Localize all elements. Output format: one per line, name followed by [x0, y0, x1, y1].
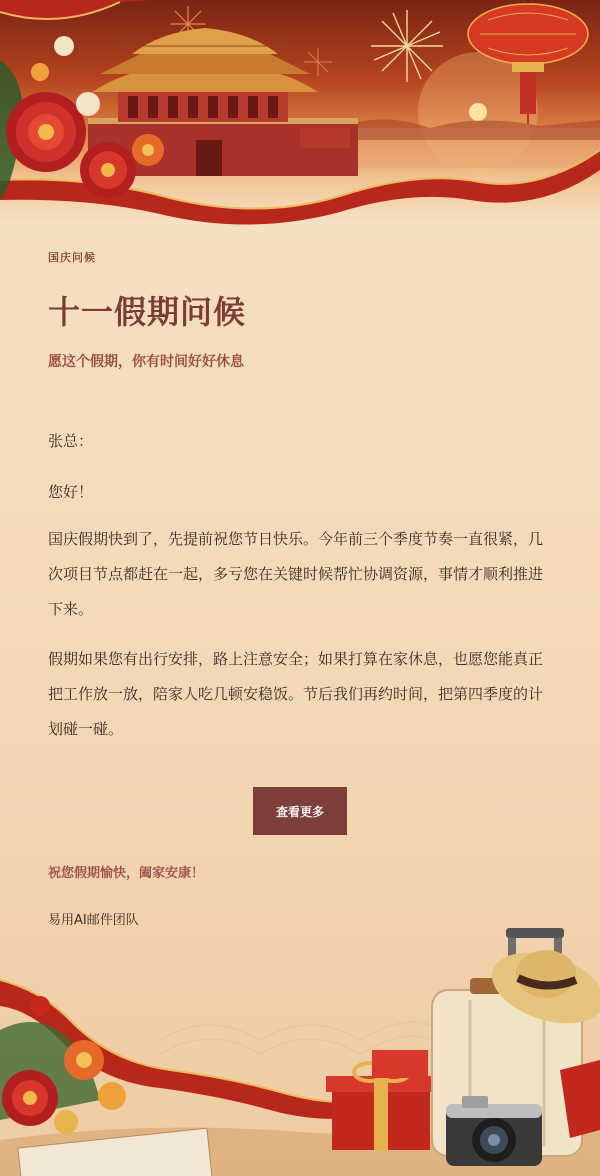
hello-line: 您好！: [48, 483, 94, 501]
signature: 易用AI邮件团队: [48, 913, 139, 928]
subtitle: 愿这个假期，你有时间好好休息: [48, 354, 244, 370]
salutation: 张总：: [48, 432, 94, 450]
view-more-button[interactable]: 查看更多: [253, 787, 347, 835]
page-title: 十一假期问候: [48, 293, 247, 331]
kicker-label: 国庆问候: [48, 251, 96, 264]
header-banner: [0, 0, 600, 225]
body-paragraph: 假期如果您有出行安排，路上注意安全；如果打算在家休息，也愿您能真正把工作放一放，陪家人吃几顿安稳饭。节后我们再约时间，把第四季度的计划碰一碰。: [48, 650, 544, 738]
banner-illustration: [0, 0, 600, 225]
camera-icon: [446, 1096, 542, 1166]
firework-icon: [371, 10, 443, 82]
gift-box-icon: [326, 1050, 436, 1150]
closing-wish: 祝您假期愉快，阖家安康！: [48, 866, 205, 881]
body-paragraph: 国庆假期快到了，先提前祝您节日快乐。今年前三个季度节奏一直很紧，几次项目节点都赶在一起，多亏您在关键时候帮忙协调资源，事情才顺利推进下来。: [48, 530, 544, 618]
footer-illustration: [0, 920, 600, 1176]
